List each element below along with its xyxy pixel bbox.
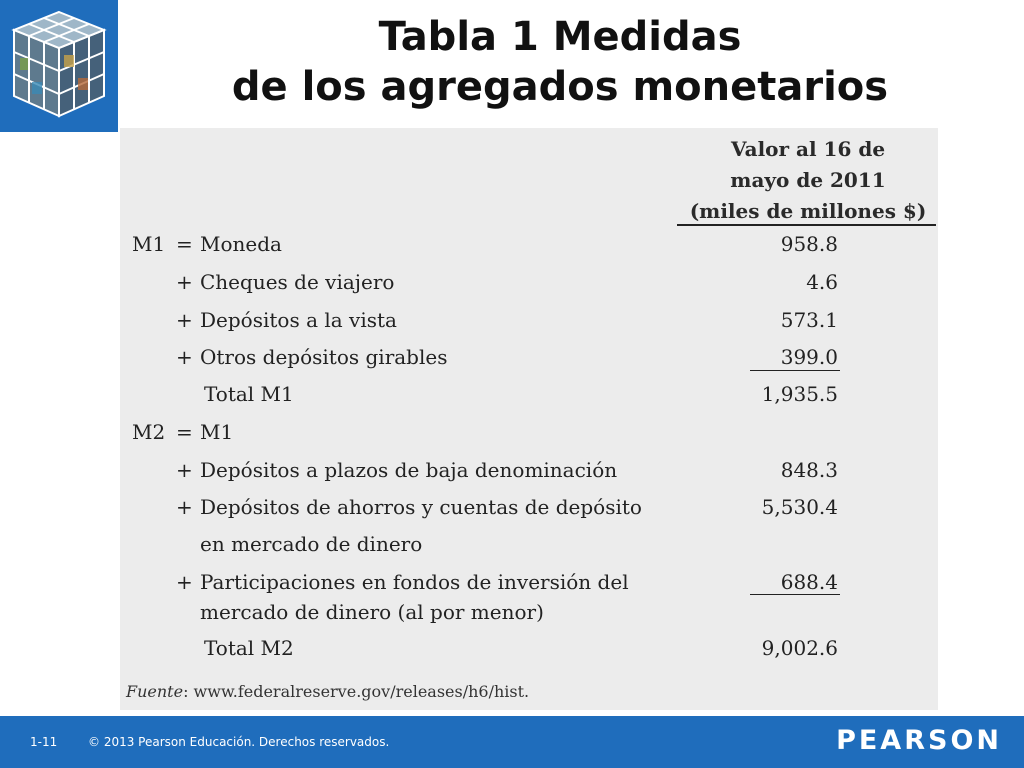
- row-label: Participaciones en fondos de inversión del: [200, 570, 629, 594]
- table-row-total: [120, 382, 938, 412]
- header-line-2: mayo de 2011: [730, 168, 886, 192]
- plus-sign: +: [176, 308, 193, 332]
- table-row: [120, 458, 938, 488]
- total-m1-value: 1,935.5: [761, 382, 838, 406]
- row-value: 399.0: [780, 345, 838, 369]
- equals-sign: =: [176, 420, 193, 444]
- page-number: 1-11: [30, 735, 58, 749]
- pearson-cube-logo: [0, 0, 118, 132]
- row-value: 4.6: [806, 270, 838, 294]
- table-row-continuation: [120, 532, 938, 562]
- subtotal-rule: [750, 370, 840, 371]
- source-label: Fuente: [126, 682, 184, 701]
- header-line-3: (miles de millones $): [689, 199, 927, 223]
- table-row: [120, 420, 938, 450]
- table-row: [120, 308, 938, 338]
- plus-sign: +: [176, 458, 193, 482]
- equals-sign: =: [176, 232, 193, 256]
- row-label: Otros depósitos girables: [200, 345, 448, 369]
- m2-label: M2: [132, 420, 166, 444]
- title-line-1: Tabla 1 Medidas: [378, 14, 742, 60]
- table-row: [120, 570, 938, 600]
- cube-icon: [0, 0, 118, 132]
- m1-label: M1: [132, 232, 166, 256]
- row-label: Depósitos a la vista: [200, 308, 397, 332]
- row-value: 848.3: [780, 458, 838, 482]
- source-note: [126, 682, 529, 701]
- row-label: Depósitos a plazos de baja denominación: [200, 458, 618, 482]
- subtotal-rule: [750, 594, 840, 595]
- row-label: Depósitos de ahorros y cuentas de depósito: [200, 495, 642, 519]
- row-value: 958.8: [780, 232, 838, 256]
- plus-sign: +: [176, 495, 193, 519]
- row-value: 5,530.4: [761, 495, 838, 519]
- total-m2-label: Total M2: [204, 636, 294, 660]
- row-label: Cheques de viajero: [200, 270, 395, 294]
- header-line-1: Valor al 16 de: [730, 137, 886, 161]
- table-row: [120, 495, 938, 525]
- table-row: [120, 270, 938, 300]
- source-text: : www.federalreserve.gov/releases/h6/hist.: [183, 682, 530, 701]
- row-label-continued: mercado de dinero (al por menor): [200, 600, 544, 624]
- plus-sign: +: [176, 570, 193, 594]
- table-row-total: [120, 636, 938, 666]
- row-value: 688.4: [780, 570, 838, 594]
- footer-bar: [0, 716, 1024, 768]
- value-column-header: [678, 134, 938, 227]
- header-rule: [677, 224, 936, 226]
- plus-sign: +: [176, 345, 193, 369]
- table-row: [120, 232, 938, 262]
- copyright-text: © 2013 Pearson Educación. Derechos reservados.: [88, 735, 390, 749]
- monetary-aggregates-table: [120, 128, 938, 710]
- row-value: 573.1: [780, 308, 838, 332]
- row-label: M1: [200, 420, 234, 444]
- total-m1-label: Total M1: [204, 382, 294, 406]
- table-row-continuation: [120, 600, 938, 630]
- slide-title: [130, 12, 990, 112]
- pearson-wordmark: PEARSON: [836, 725, 1002, 756]
- total-m2-value: 9,002.6: [761, 636, 838, 660]
- title-line-2: de los agregados monetarios: [231, 64, 889, 110]
- plus-sign: +: [176, 270, 193, 294]
- row-label-continued: en mercado de dinero: [200, 532, 423, 556]
- row-label: Moneda: [200, 232, 282, 256]
